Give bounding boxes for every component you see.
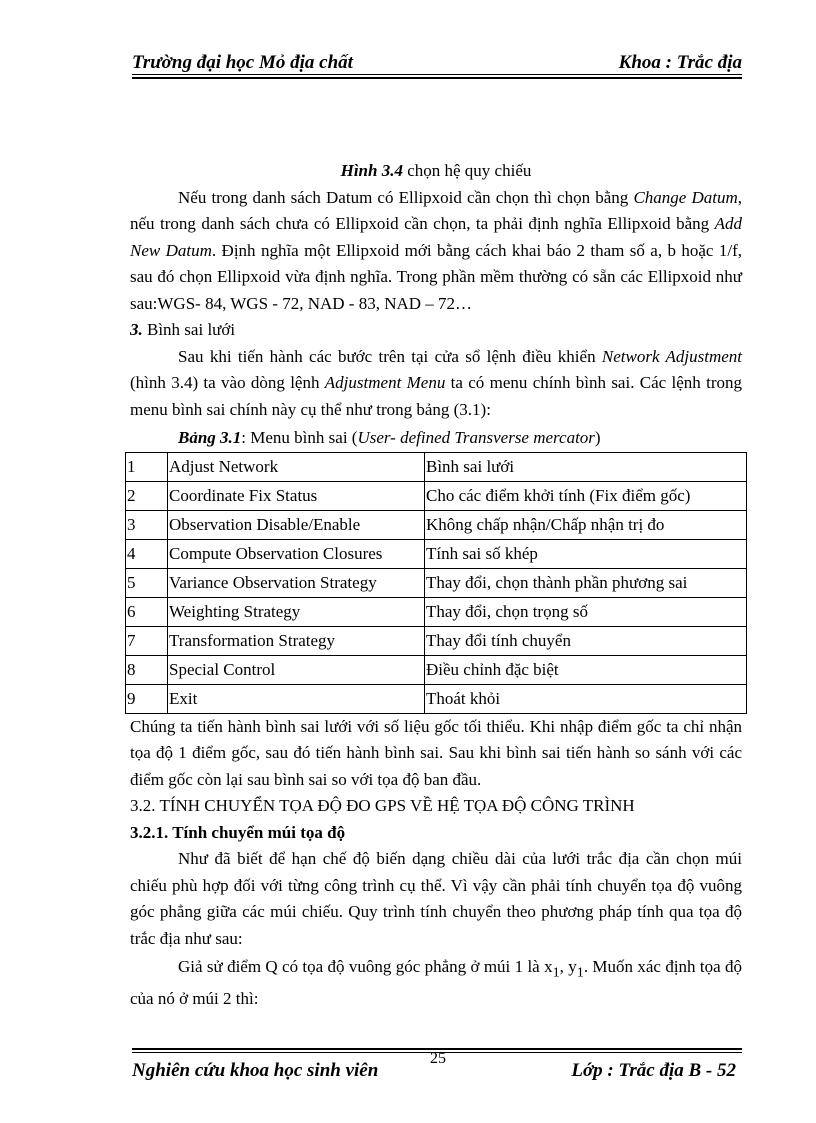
page-number: 25: [430, 1050, 446, 1067]
description-cell: Bình sai lưới: [425, 452, 747, 481]
paragraph-text: (hình 3.4) ta vào dòng lệnh: [130, 373, 325, 392]
paragraph-datum: [130, 185, 742, 318]
row-number-cell: 8: [126, 655, 168, 684]
paragraph-text: ta có menu chính bình sai. Các lệnh trong menu bình sai chính này cụ thể như trong bảng (3.1):: [130, 373, 742, 419]
paragraph-zone-transform: Như đã biết để hạn chế độ biến dạng chiều dài của lưới trắc địa cần chọn múi chiếu phù hợp đối với từng công trình cụ thể. Vì vậy cần phải tính chuyển tọa độ vuông góc phẳng giữa các múi chiếu. Quy trình tính chuyển theo phương pháp tính qua tọa độ trắc địa như sau:: [130, 849, 742, 948]
paragraph-point-q: [130, 954, 742, 1012]
description-cell: Thay đổi, chọn thành phần phương sai: [425, 568, 747, 597]
italic-term: Network Adjustment: [601, 346, 742, 366]
table-row: [126, 539, 747, 568]
subscript: 1: [576, 964, 584, 981]
command-cell: Special Control: [168, 655, 425, 684]
paragraph-text: . Muốn xác định tọa độ của nó ở múi 2 thì:: [130, 957, 742, 1008]
page-footer: [132, 1048, 742, 1088]
header-rule: [132, 74, 742, 75]
description-cell: Thoát khỏi: [425, 684, 747, 713]
row-number-cell: 1: [126, 452, 168, 481]
table-caption-text: : Menu bình sai (: [241, 428, 358, 447]
section-heading-3-2-1: 3.2.1. Tính chuyển múi tọa độ: [130, 822, 346, 842]
paragraph-text: . Định nghĩa một Ellipxoid mới bằng cách khai báo 2 tham số a, b hoặc 1/f, sau đó chọn Ellipxoid vừa định nghĩa. Trong phần mềm thường có sẵn các Ellipxoid như sau:WGS- 84, WGS - 72, NAD - 83, NAD – 72…: [130, 240, 743, 313]
table-caption-text: ): [594, 428, 601, 447]
paragraph-text: , y: [559, 957, 577, 976]
description-cell: Cho các điểm khởi tính (Fix điểm gốc): [425, 481, 747, 510]
page-header: [132, 50, 742, 76]
row-number-cell: 3: [126, 510, 168, 539]
row-number-cell: 9: [126, 684, 168, 713]
paragraph-text: , nếu trong danh sách chưa có Ellipxoid cần chọn, ta phải định nghĩa Ellipxoid bằng: [130, 187, 742, 233]
table-row: [126, 684, 747, 713]
menu-table: [125, 452, 747, 714]
section-number: 3.: [130, 320, 143, 339]
description-cell: Không chấp nhận/Chấp nhận trị đo: [425, 510, 747, 539]
paragraph-text: Sau khi tiến hành các bước trên tại cửa sổ lệnh điều khiển: [178, 346, 602, 366]
command-cell: Observation Disable/Enable: [168, 510, 425, 539]
description-cell: Thay đổi, chọn trọng số: [425, 597, 747, 626]
table-caption: [130, 425, 742, 452]
header-rule-thick: [132, 77, 742, 79]
figure-caption-text: chọn hệ quy chiếu: [402, 161, 532, 180]
italic-term: Add New Datum: [130, 214, 742, 260]
subscript: 1: [552, 964, 560, 981]
footer-left-text: Nghiên cứu khoa học sinh viên: [132, 1060, 379, 1081]
table-row: [126, 626, 747, 655]
document-body: [127, 158, 743, 1012]
section-title: Bình sai lưới: [142, 320, 236, 339]
table-row: [126, 568, 747, 597]
paragraph-minimum-data: Chúng ta tiến hành bình sai lưới với số liệu gốc tối thiểu. Khi nhập điểm gốc ta chỉ nhận tọa độ 1 điểm gốc, sau đó tiến hành bình sai. Sau khi bình sai tiến hành so sánh với các điểm gốc còn lại sau bình sai so với tọa độ ban đầu.: [130, 716, 742, 789]
paragraph-text: Giả sử điểm Q có tọa độ vuông góc phẳng ở múi 1 là x: [178, 957, 553, 976]
row-number-cell: 2: [126, 481, 168, 510]
description-cell: Tính sai số khép: [425, 539, 747, 568]
paragraph-text: Nếu trong danh sách Datum có Ellipxoid cần chọn thì chọn bằng: [178, 187, 634, 207]
command-cell: Exit: [168, 684, 425, 713]
command-cell: Adjust Network: [168, 452, 425, 481]
row-number-cell: 7: [126, 626, 168, 655]
header-school: Trường đại học Mỏ địa chất: [132, 52, 353, 73]
header-faculty: Khoa : Trắc địa: [618, 52, 742, 73]
table-row: [126, 655, 747, 684]
table-row: [126, 510, 747, 539]
table-row: [126, 481, 747, 510]
figure-caption: [130, 158, 742, 185]
table-row: [126, 452, 747, 481]
row-number-cell: 4: [126, 539, 168, 568]
command-cell: Transformation Strategy: [168, 626, 425, 655]
command-cell: Variance Observation Strategy: [168, 568, 425, 597]
command-cell: Weighting Strategy: [168, 597, 425, 626]
table-caption-italic: User- defined Transverse mercator: [357, 428, 595, 447]
description-cell: Thay đổi tính chuyển: [425, 626, 747, 655]
section-heading-3: [130, 317, 742, 344]
command-cell: Coordinate Fix Status: [168, 481, 425, 510]
paragraph-adjustment: [130, 344, 742, 424]
footer-class: Lớp : Trắc địa B - 52: [571, 1060, 736, 1081]
table-row: [126, 597, 747, 626]
row-number-cell: 5: [126, 568, 168, 597]
description-cell: Điều chỉnh đặc biệt: [425, 655, 747, 684]
table-label: Bảng 3.1: [178, 428, 242, 447]
section-heading-3-2: 3.2. TÍNH CHUYỂN TỌA ĐỘ ĐO GPS VỀ HỆ TỌA ĐỘ CÔNG TRÌNH: [130, 796, 635, 815]
figure-label: Hình 3.4: [340, 161, 403, 180]
italic-term: Change Datum: [633, 187, 738, 207]
italic-term: Adjustment Menu: [324, 373, 446, 392]
row-number-cell: 6: [126, 597, 168, 626]
command-cell: Compute Observation Closures: [168, 539, 425, 568]
